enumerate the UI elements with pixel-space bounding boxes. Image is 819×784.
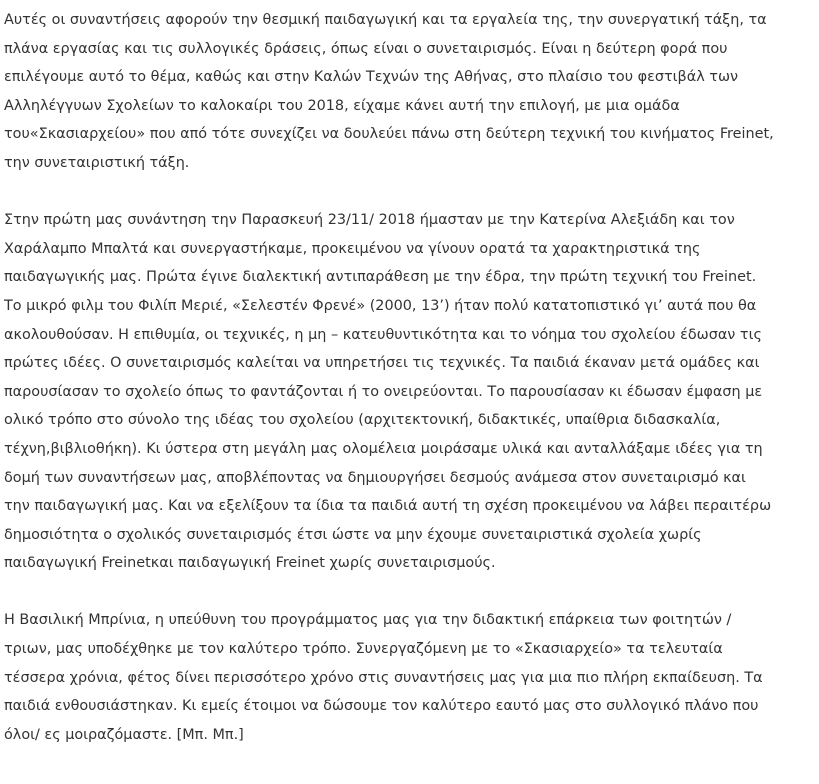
- text-line: τέχνη,βιβλιοθήκη). Κι ύστερα στη μεγάλη μας ολομέλεια μοιράσαμε υλικά και ανταλλάξαμε ιδέες για τη: [4, 440, 763, 457]
- text-line: την συνεταιριστική τάξη.: [4, 154, 190, 171]
- text-line: δημοσιότητα ο σχολικός συνεταιρισμός έτσι ώστε να μην έχουμε συνεταιριστικά σχολεία χωρίς: [4, 526, 702, 543]
- text-line: Η Βασιλική Μπρίνια, η υπεύθυνη του προγράμματος μας για την διδακτική επάρκεια των φοιτητών /: [4, 612, 732, 629]
- paragraph-1: [4, 6, 804, 178]
- text-line: παρουσίασαν το σχολείο όπως το φαντάζονται ή το ονειρεύονται. Το παρουσίασαν κι έδωσαν έμφαση με: [4, 383, 763, 400]
- text-line: δομή των συναντήσεων μας, αποβλέποντας να δημιουργήσει δεσμούς ανάμεσα στον συνεταιρισμό και: [4, 469, 746, 486]
- text-line: παιδαγωγική Freinetκαι παιδαγωγική Freinet χωρίς συνεταιρισμούς.: [4, 555, 496, 572]
- text-line: Αλληλέγγυων Σχολείων το καλοκαίρι του 2018, είχαμε κάνει αυτή την επιλογή, με μια ομάδα: [4, 97, 680, 114]
- text-line: Αυτές οι συναντήσεις αφορούν την θεσμική παιδαγωγική και τα εργαλεία της, την συνεργατική τάξη, τα: [4, 12, 767, 28]
- text-line: Στην πρώτη μας συνάντηση την Παρασκευή 23/11/ 2018 ήμασταν με την Κατερίνα Αλεξιάδη και τον: [4, 212, 735, 229]
- text-line: τέσσερα χρόνια, φέτος δίνει περισσότερο χρόνο στις συναντήσεις μας για μια πιο πλήρη εκπαίδευση. Τα: [4, 669, 763, 686]
- text-line: τριων, μας υποδέχθηκε με τον καλύτερο τρόπο. Συνεργαζόμενη με το «Σκασιαρχείο» τα τελευταία: [4, 641, 723, 658]
- text-line: ολικό τρόπο στο σύνολο της ιδέας του σχολείου (αρχιτεκτονική, διδακτικές, υπαίθρια διδασκαλία,: [4, 412, 721, 429]
- article-body: [4, 6, 804, 778]
- text-line: πλάνα εργασίας και τις συλλογικές δράσεις, όπως είναι ο συνεταιρισμός. Είναι η δεύτερη φορά που: [4, 40, 728, 57]
- text-line: όλοι/ ες μοιραζόμαστε. [Μπ. Μπ.]: [4, 726, 244, 743]
- text-line: του«Σκασιαρχείου» που από τότε συνεχίζει να δουλεύει πάνω στη δεύτερη τεχνική του κινήματος Freinet,: [4, 126, 774, 143]
- text-line: Χαράλαμπο Μπαλτά και συνεργαστήκαμε, προκειμένου να γίνουν ορατά τα χαρακτηριστικά της: [4, 240, 701, 257]
- text-line: την παιδαγωγική μας. Και να εξελίξουν τα ίδια τα παιδιά αυτή τη σχέση προκειμένου να λάβει περαιτέρω: [4, 498, 772, 515]
- text-line: ακολουθούσαν. Η επιθυμία, οι τεχνικές, η μη – κατευθυντικότητα και το νόημα του σχολείου έδωσαν τις: [4, 326, 762, 343]
- text-line: παιδιά ενθουσιάστηκαν. Κι εμείς έτοιμοι να δώσουμε τον καλύτερο εαυτό μας στο συλλογικό πλάνο που: [4, 698, 759, 715]
- text-line: Το μικρό φιλμ του Φιλίπ Μεριέ, «Σελεστέν Φρενέ» (2000, 13’) ήταν πολύ κατατοπιστικό γι’ αυτά που θα: [4, 297, 757, 314]
- text-line: παιδαγωγικής μας. Πρώτα έγινε διαλεκτική αντιπαράθεση με την έδρα, την πρώτη τεχνική του Freinet.: [4, 269, 757, 286]
- text-line: επιλέγουμε αυτό το θέμα, καθώς και στην Καλών Τεχνών της Αθήνας, στο πλαίσιο του φεστιβάλ των: [4, 69, 739, 86]
- text-line: πρώτες ιδέες. Ο συνεταιρισμός καλείται να υπηρετήσει τις τεχνικές. Τα παιδιά έκαναν μετά ομάδες και: [4, 355, 760, 372]
- paragraph-2: [4, 206, 804, 578]
- paragraph-3: [4, 606, 804, 749]
